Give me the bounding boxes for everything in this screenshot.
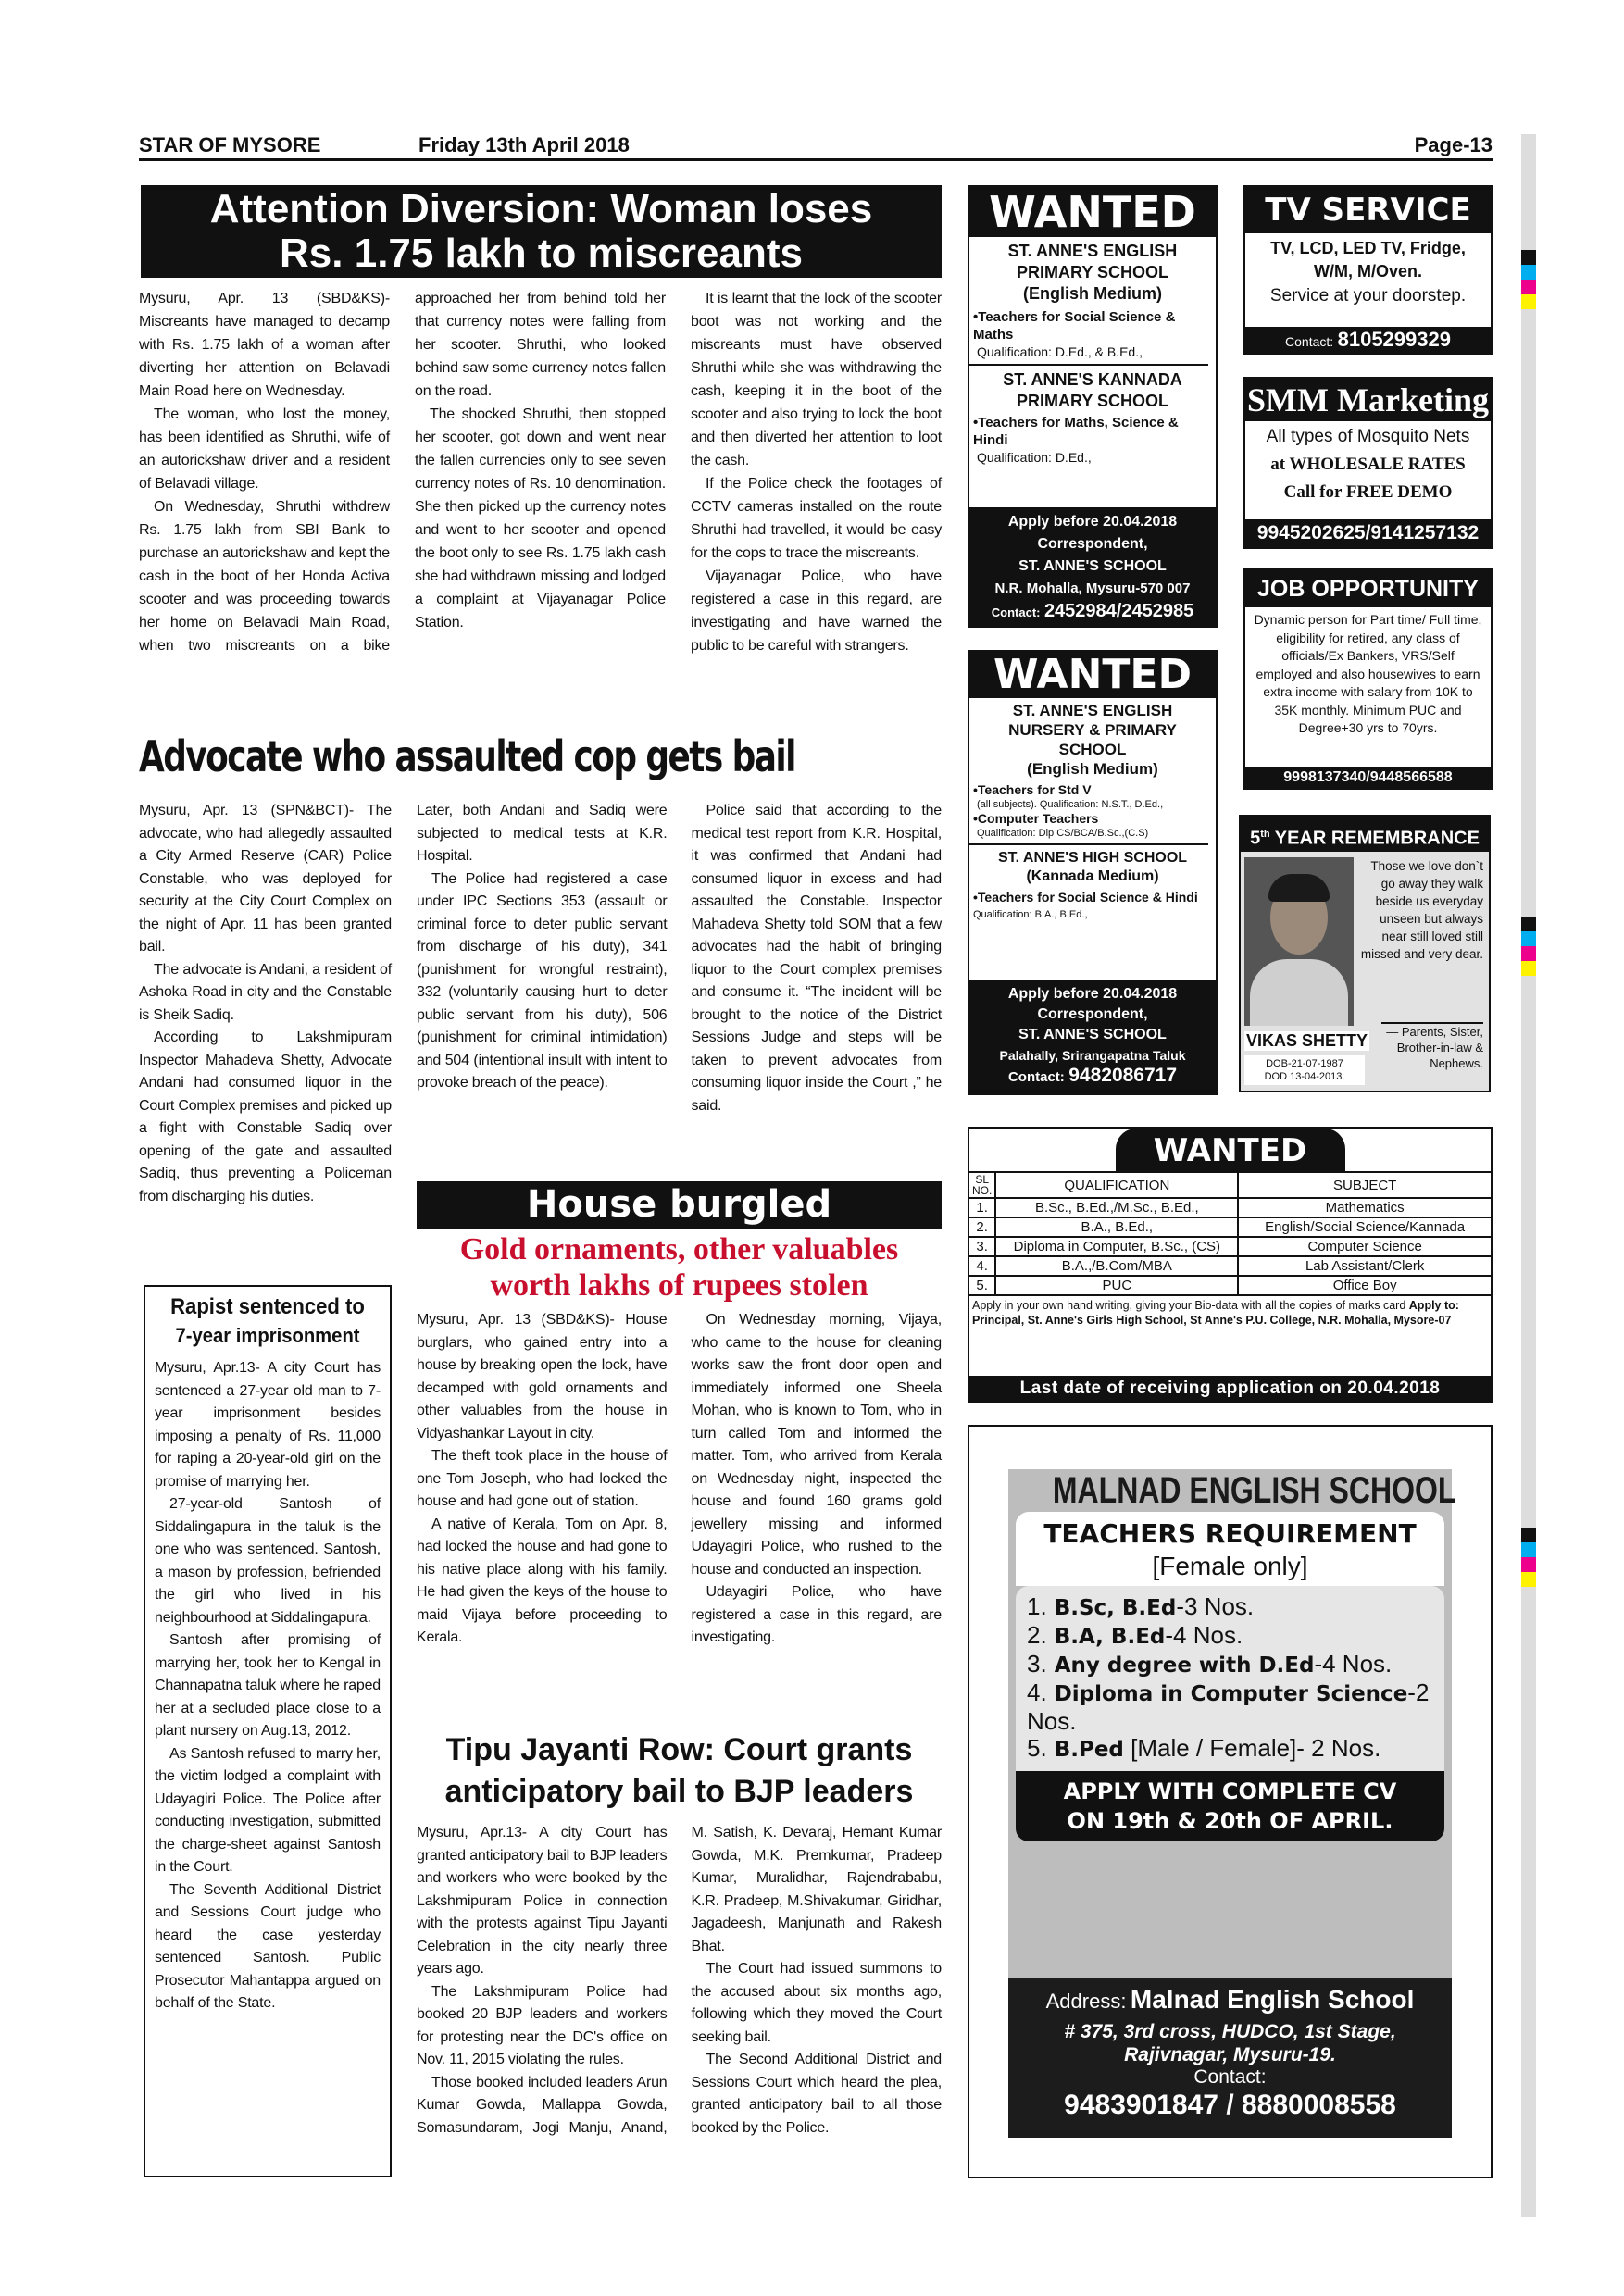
item-qualification: Diploma in Computer Science (1054, 1682, 1408, 1706)
item-count: -4 Nos. (1165, 1621, 1243, 1649)
headline-line: anticipatory bail to BJP leaders (444, 1774, 914, 1809)
table-row (969, 1217, 1491, 1237)
row-subject: English/Social Science/Kannada (1238, 1217, 1491, 1237)
headline-advocate: Advocate who assaulted cop gets bail (139, 731, 795, 781)
correspondent: Correspondent, (1037, 536, 1148, 552)
apply-to: Apply to: Principal, St. Anne's Girls High School, St Anne's P.U. College, N.R. Mohalla, Mysore-07 (972, 1299, 1459, 1327)
date-of-birth: DOB-21-07-1987 (1266, 1058, 1343, 1069)
medium: (Kannada Medium) (1026, 868, 1159, 884)
article-paragraph: The Police had registered a case under IPC Sections 353 (assault or criminal force to deter public servant from discharge of his duty), 341 (punishment for wrongful restraint), 332 (voluntarily causing hurt to deter public servant from his duty), 506 (punishment for criminal intimidation) and 504 (intentional insult with intent to provoke breach of the peace). (417, 870, 668, 1091)
ad-job-opportunity (1243, 568, 1493, 790)
ad-smm-marketing (1243, 377, 1493, 549)
row-number: 4. (969, 1256, 995, 1276)
ad-wanted-st-annes-2 (968, 650, 1218, 1095)
date-of-death: DOD 13-04-2013. (1264, 1071, 1345, 1082)
article-body (139, 800, 392, 1208)
contact-label: Contact: (1193, 2066, 1267, 2088)
post: •Teachers for Social Science & Hindi (973, 890, 1198, 905)
school-name: ST. ANNE'S HIGH SCHOOL (997, 850, 1188, 866)
article-body (417, 1309, 942, 1650)
registration-swatch-magenta (1521, 1557, 1536, 1572)
ad-tv-service (1243, 185, 1493, 355)
column-header: SL NO. (969, 1172, 995, 1198)
ad-text: at WHOLESALE RATES (1270, 455, 1466, 474)
article-body (417, 1822, 942, 2140)
registration-swatch-black (1521, 1528, 1536, 1542)
school-name: ST. ANNE'S KANNADA PRIMARY SCHOOL (1003, 370, 1182, 410)
contact-label: Contact: (1007, 1069, 1065, 1085)
article-paragraph: The Lakshmipuram Police had booked 20 BJP leaders and workers for protesting near the DC's office on Nov. 11, 2015 violating the rules. (417, 1983, 668, 2067)
table-row (969, 1198, 1491, 1217)
post: •Computer Teachers (973, 811, 1099, 826)
headline-attention-diversion (141, 185, 942, 278)
issue-date: Friday 13th April 2018 (418, 133, 630, 156)
column-header: QUALIFICATION (995, 1172, 1238, 1198)
item-number: 2. (1027, 1621, 1047, 1649)
article-paragraph: According to Lakshmipuram Inspector Mahadeva Shetty, Advocate Andani had consumed liquor in the Court Complex premises and picked up a fight with Constable Sadiq over opening of the gate and assaulted Sadiq, thus preventing a Policeman from discharging his duties. (139, 1029, 392, 1204)
subheadline: Gold ornaments, other valuables worth lakhs of rupees stolen (459, 1232, 899, 1303)
headline-line: 7-year imprisonment (175, 1324, 360, 1347)
headline-house-burgled: House burgled (417, 1181, 942, 1229)
ad-text: Dynamic person for Part time/ Full time, eligibility for retired, any class of officials/Ex Bankers, VRS/Self employed and also housewives to earn extra income with salary from 10K to 35K monthly. Minimum PUC and Degree+30 yrs to 70yrs. (1254, 612, 1482, 735)
row-number: 2. (969, 1217, 995, 1237)
medium: (English Medium) (1023, 284, 1162, 303)
ad-title: WANTED (969, 652, 1216, 698)
ad-text: All types of Mosquito Nets (1266, 427, 1470, 446)
ad-title: WANTED (1116, 1129, 1345, 1171)
item-number: 4. (1027, 1678, 1047, 1706)
title-suffix: th (1260, 829, 1270, 840)
portrait-photo (1244, 857, 1354, 1026)
requirement-item (1027, 1679, 1433, 1735)
requirement-item (1027, 1651, 1433, 1679)
contact-label: Contact: (1285, 334, 1334, 349)
item-qualification: B.Sc, B.Ed (1054, 1596, 1177, 1620)
contact-number: 9482086717 (1068, 1065, 1178, 1086)
ad-subtitle: TEACHERS REQUIREMENT (1043, 1518, 1417, 1549)
qualification-table (969, 1171, 1491, 1296)
registration-swatch-black (1521, 917, 1536, 931)
ad-footer (969, 507, 1216, 626)
row-qualification: Diploma in Computer, B.Sc., (CS) (995, 1237, 1238, 1256)
newspaper-name: STAR OF MYSORE (139, 133, 321, 156)
contact-number: 9483901847 / 8880008558 (1064, 2090, 1396, 2120)
requirement-list (1016, 1586, 1444, 1771)
ad-wanted-table (968, 1127, 1493, 1403)
item-count: -2 Nos. (1027, 1678, 1430, 1735)
medium: (English Medium) (1027, 760, 1158, 778)
qualification: Qualification: D.Ed., (977, 450, 1092, 465)
article-paragraph: If the Police check the footages of CCTV cameras installed on the route Shruthi had travelled, it would be easy for the cops to trace the miscreants. (691, 476, 942, 561)
post: •Teachers for Maths, Science & Hindi (973, 415, 1179, 448)
article-paragraph: 27-year-old Santosh of Siddalingapura in the taluk is the one who was sentenced. Santosh, a mason by profession, befriended the girl who lived in his neighbourhood at Siddalingapura. (155, 1496, 381, 1626)
article-paragraph: Mysuru, Apr. 13 (SBD&KS)- House burglars, who gained entry into a house by breaking open the lock, have decamped with gold ornaments and other valuables from the house in Vidyashankar Layout in city. (417, 1312, 668, 1441)
post: •Teachers for Social Science & Maths (973, 309, 1176, 343)
row-qualification: B.A.,/B.Com/MBA (995, 1256, 1238, 1276)
row-subject: Lab Assistant/Clerk (1238, 1256, 1491, 1276)
ad-title (1241, 817, 1489, 852)
ad-title: MALNAD ENGLISH SCHOOL (1052, 1470, 1456, 1511)
school-name: ST. ANNE'S ENGLISH PRIMARY SCHOOL (1007, 242, 1178, 281)
headline-line: Tipu Jayanti Row: Court grants (445, 1732, 913, 1767)
row-subject: Mathematics (1238, 1198, 1491, 1217)
contact-number: 9945202625/9141257132 (1245, 519, 1491, 547)
qualification: (all subjects). Qualification: N.S.T., D.Ed., (977, 799, 1164, 810)
registration-swatch-magenta (1521, 946, 1536, 961)
poem: Those we love don`t go away they walk beside us everyday unseen but always near still loved still missed and very dear. (1360, 859, 1483, 961)
row-qualification: B.A., B.Ed., (995, 1217, 1238, 1237)
address-label: Address: (1045, 1990, 1127, 2013)
apply-line: APPLY WITH COMPLETE CV (1063, 1778, 1397, 1804)
ad-subtitle: [Female only] (1152, 1552, 1308, 1580)
apply-line: ON 19th & 20th OF APRIL. (1067, 1808, 1393, 1834)
school-name: ST. ANNE'S ENGLISH NURSERY & PRIMARY SCHOOL (1008, 702, 1177, 758)
registration-swatch-cyan (1521, 1542, 1536, 1557)
item-count: -3 Nos. (1176, 1592, 1255, 1620)
headline-line: Rapist sentenced to (170, 1294, 365, 1319)
registration-swatch-yellow (1521, 961, 1536, 976)
ad-title: SMM Marketing (1245, 379, 1491, 421)
headline-line: Attention Diversion: Woman loses (209, 186, 873, 231)
apply-banner (1016, 1771, 1444, 1841)
article-paragraph: The woman, who lost the money, has been identified as Shruthi, wife of an autorickshaw driver and a resident of Belavadi village. (139, 406, 390, 492)
deceased-name: VIKAS SHETTY (1246, 1031, 1368, 1050)
article-paragraph: The shocked Shruthi, then stopped her scooter, got down and went near the fallen currencies only to see seven currency notes of Rs. 10 denomination. She then picked up the currency notes and went to her scooter and opened the boot only to see Rs. 1.75 lakh cash she had withdrawn missing and lodged a complaint at Vijayanagar Police Station. (415, 406, 666, 630)
apply-date: Apply before 20.04.2018 (1007, 514, 1178, 530)
ad-title: TV SERVICE (1245, 187, 1491, 233)
row-qualification: PUC (995, 1276, 1238, 1295)
registration-swatch-yellow (1521, 1572, 1536, 1587)
article-paragraph: The Court had issued summons to the accused about six months ago, following which they moved the Court seeking bail. (691, 1961, 942, 2045)
article-paragraph: It is learnt that the lock of the scooter boot was not working and the miscreants must have observed Shruthi while she was withdrawing the cash, keeping it in the boot of the scooter and also trying to lock the boot and then diverted her attention to loot the cash. (691, 291, 942, 468)
item-number: 3. (1027, 1650, 1047, 1678)
ad-title: JOB OPPORTUNITY (1245, 570, 1491, 607)
contact-label: Contact: (991, 605, 1041, 619)
row-subject: Office Boy (1238, 1276, 1491, 1295)
article-paragraph: Mysuru, Apr.13- A city Court has granted anticipatory bail to BJP leaders and workers who were booked by the Lakshmipuram Police in connection with the protests against Tipu Jayanti Celebration in the city nearly three years ago. (417, 1825, 668, 1977)
registration-swatch-cyan (1521, 931, 1536, 946)
item-qualification: B.A, B.Ed (1054, 1625, 1166, 1649)
item-count: -4 Nos. (1314, 1650, 1393, 1678)
article-paragraph: Those booked included leaders Arun Kumar Gowda, Mallappa Gowda, Somasundaram, Jogi Manju, Anand, M. Satish, K. Devaraj, Hemant Kumar Gowda, M.K. Premkumar, Pradeep Kumar, Muralidhar, Rajendrababu, K.R. Pradeep, M.Shivakumar, Giridhar, Jagadeesh, Manjunath and Rakesh Bhat. (417, 1825, 942, 2136)
ad-footer (969, 980, 1216, 1093)
last-date: Last date of receiving application on 20.04.2018 (969, 1376, 1491, 1401)
article-paragraph: Police said that according to the medical test report from K.R. Hospital, it was confirmed that Andani had consumed liquor in excess and had assaulted the Constable. Inspector Mahadeva Shetty told SOM that a few advocates had the habit of bringing liquor to the Court complex premises and consume it. “The incident will be brought to the notice of the District Sessions Judge and steps will be taken to prevent advocates from consuming liquor inside the Court ,” he said. (691, 803, 942, 1114)
article-paragraph: The advocate is Andani, a resident of Ashoka Road in city and the Constable is Sheik Sadiq. (139, 961, 392, 1023)
page-header (139, 130, 1493, 161)
page-number: Page-13 (1414, 133, 1493, 156)
article-paragraph: A native of Kerala, Tom on Apr. 8, had locked the house and had gone to his native place along with his family. He had given the keys of the house to maid Vijaya before proceeding to Kerala. (417, 1516, 668, 1645)
article-paragraph: The Seventh Additional District and Sessions Court judge who heard the case yesterday sentenced Santosh. Public Prosecutor Mahantappa argued on behalf of the State. (155, 1881, 381, 2011)
item-number: 1. (1027, 1592, 1047, 1620)
article-body (139, 287, 942, 657)
ad-malnad-english-school (1008, 1469, 1456, 2138)
title-number: 5 (1250, 828, 1261, 849)
item-count: [Male / Female]- 2 Nos. (1123, 1734, 1381, 1762)
family-signature: — Parents, Sister, Brother-in-law & Nephews. (1381, 1022, 1483, 1071)
contact-number: 8105299329 (1337, 328, 1451, 351)
requirement-item (1027, 1735, 1433, 1764)
address: N.R. Mohalla, Mysuru-570 007 (994, 580, 1191, 596)
row-number: 3. (969, 1237, 995, 1256)
correspondent: Correspondent, (1037, 1006, 1148, 1022)
ad-text: Call for FREE DEMO (1283, 482, 1453, 502)
item-number: 5. (1027, 1734, 1047, 1762)
article-paragraph: On Wednesday, Shruthi withdrew Rs. 1.75 lakh from SBI Bank to purchase an autorickshaw and kept the cash in the boot of her Honda Activa scooter and was proceeding towards her home on Belavadi Main Road, when two miscreants on a bike approached her from behind told her that currency notes were falling from her scooter. Shruthi, who looked behind saw some currency notes fallen on the road. (139, 291, 666, 654)
item-qualification: B.Ped (1054, 1738, 1124, 1762)
article-paragraph: Mysuru, Apr.13- A city Court has sentenced a 27-year old man to 7-year imprisonment besides imposing a penalty of Rs. 11,000 for raping a 20-year-old girl on the promise of marrying her. (155, 1360, 381, 1490)
headline-tipu-jayanti (417, 1729, 942, 1813)
row-number: 5. (969, 1276, 995, 1295)
article-paragraph: On Wednesday morning, Vijaya, who came to the house for cleaning works saw the front door open and immediately informed one Sheela Mohan, who is known to Tom, who in turn called Tom and informed the matter. Tom, who arrived from Kerala on Wednesday night, inspected the house and found 160 grams gold jewellery missing and informed Udayagiri Police, who rushed to the house and conducted an inspection. (691, 1312, 942, 1578)
qualification: Qualification: B.A., B.Ed., (973, 909, 1088, 920)
article-paragraph: Later, both Andani and Sadiq were subjected to medical tests at K.R. Hospital. (417, 803, 668, 864)
row-qualification: B.Sc., B.Ed.,/M.Sc., B.Ed., (995, 1198, 1238, 1217)
address: # 375, 3rd cross, HUDCO, 1st Stage, Rajivnagar, Mysuru-19. (1064, 2021, 1396, 2065)
apply-date: Apply before 20.04.2018 (1007, 986, 1178, 1002)
requirement-item (1027, 1622, 1433, 1651)
article-paragraph: Santosh after promising of marrying her, took her to Kengal in Channapatna taluk where he raped her at a secluded place close to a plant nursery on Aug.13, 2012. (155, 1632, 381, 1739)
post: •Teachers for Std V (973, 782, 1092, 797)
article-body (417, 800, 942, 1117)
contact-number: 2452984/2452985 (1043, 601, 1194, 621)
article-paragraph: Mysuru, Apr. 13 (SBD&KS)- Miscreants have managed to decamp with Rs. 1.75 lakh of a woman after diverting her attention on Belavadi Main Road here on Wednesday. (139, 291, 390, 399)
school-name: Malnad English School (1130, 1985, 1415, 2014)
article-rapist-box (144, 1285, 392, 2177)
ad-wanted-st-annes-1 (968, 185, 1218, 628)
registration-swatch-magenta (1521, 280, 1536, 294)
requirement-item (1027, 1593, 1433, 1622)
table-row (969, 1237, 1491, 1256)
article-paragraph: The theft took place in the house of one Tom Joseph, who had locked the house and had gone out of station. (417, 1448, 668, 1509)
title-text: YEAR REMEMBRANCE (1274, 828, 1480, 849)
article-paragraph: Udayagiri Police, who have registered a case in this regard, are investigating. (691, 1584, 942, 1645)
article-body (155, 1357, 381, 2015)
article-paragraph: As Santosh refused to marry her, the victim lodged a complaint with Udayagiri Police. The Police after conducting investigation, submitted the charge-sheet against Santosh in the Court. (155, 1745, 381, 1875)
qualification: Qualification: D.Ed., & B.Ed., (969, 343, 1208, 366)
ad-text: Service at your doorstep. (1269, 286, 1467, 306)
ad-remembrance (1239, 815, 1491, 1092)
ad-title: WANTED (969, 187, 1216, 237)
registration-swatch-yellow (1521, 294, 1536, 309)
table-row (969, 1256, 1491, 1276)
qualification: Qualification: Dip CS/BCA/B.Sc.,(C.S) (969, 827, 1208, 845)
school-name: ST. ANNE'S SCHOOL (1018, 558, 1167, 574)
school-name: ST. ANNE'S SCHOOL (1018, 1027, 1167, 1042)
row-number: 1. (969, 1198, 995, 1217)
address: Palahally, Srirangapatna Taluk (999, 1048, 1186, 1063)
article-paragraph: The Second Additional District and Sessions Court which heard the plea, granted anticipatory bail to all those booked by the Police. (691, 2052, 942, 2136)
print-registration-strip (1521, 134, 1536, 2217)
row-subject: Computer Science (1238, 1237, 1491, 1256)
ad-text: TV, LCD, LED TV, Fridge, W/M, M/Oven. (1270, 239, 1466, 281)
apply-note: Apply in your own hand writing, giving your Bio-data with all the copies of marks card (972, 1299, 1406, 1312)
headline-line: Rs. 1.75 lakh to miscreants (280, 231, 803, 276)
item-qualification: Any degree with D.Ed (1054, 1653, 1315, 1678)
registration-swatch-cyan (1521, 265, 1536, 280)
contact-number: 9998137340/9448566588 (1245, 767, 1491, 788)
column-header: SUBJECT (1238, 1172, 1491, 1198)
registration-swatch-black (1521, 250, 1536, 265)
table-row (969, 1276, 1491, 1295)
article-paragraph: Mysuru, Apr. 13 (SPN&BCT)- The advocate, who had allegedly assaulted a City Armed Reserve (CAR) Police Constable, who was deployed for security at the City Court Complex on the night of Apr. 11 has been granted bail. (139, 803, 392, 955)
article-paragraph: Vijayanagar Police, who have registered a case in this regard, are investigating and have warned the public to be careful with strangers. (691, 568, 942, 654)
